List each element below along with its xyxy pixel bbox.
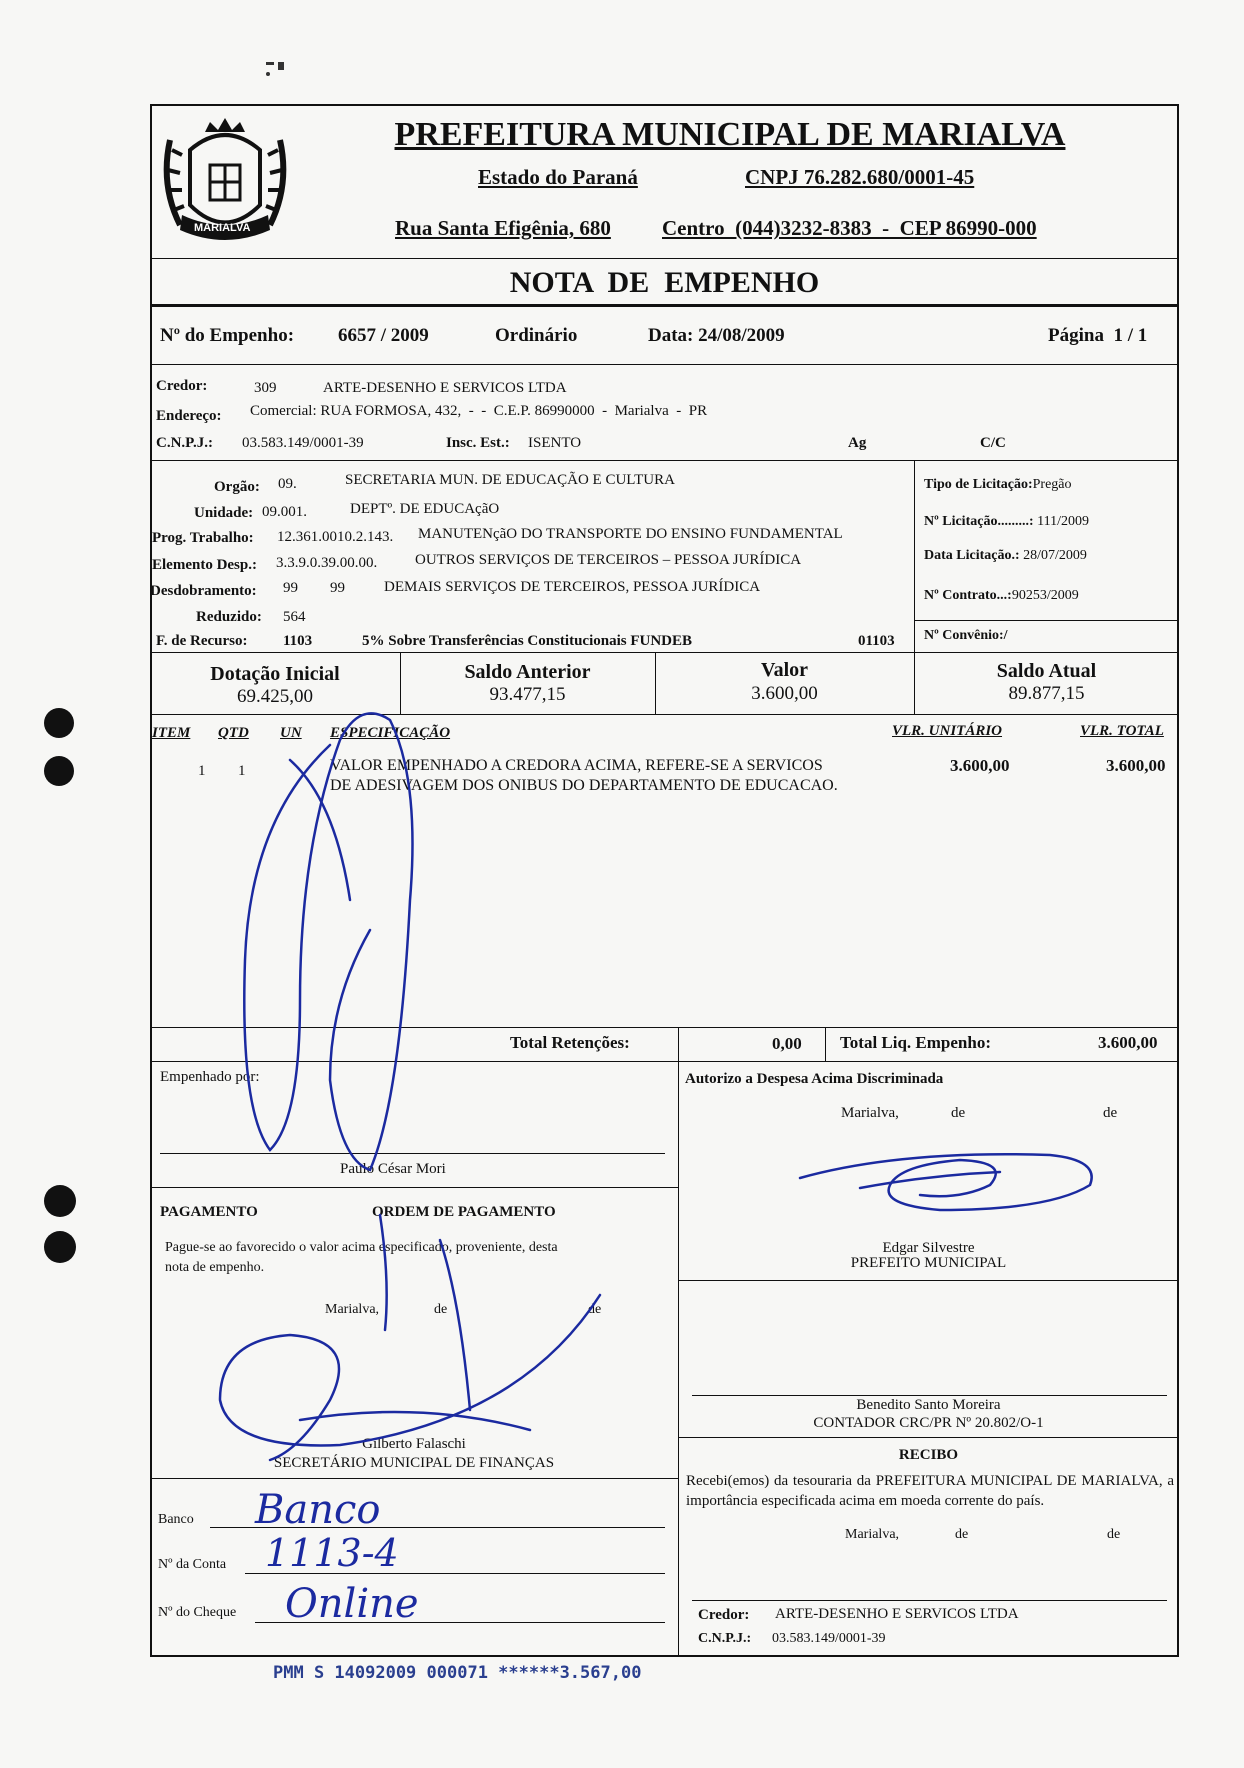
fonte-number: 01103 <box>858 633 895 649</box>
col-unit-value: VLR. UNITÁRIO <box>892 723 1003 739</box>
orgao-label: Orgão: <box>214 479 260 495</box>
saldo-anterior-label: Saldo Anterior <box>464 661 591 683</box>
elem-label: Elemento Desp.: <box>152 557 257 573</box>
autorizo-city: Marialva, <box>841 1105 899 1121</box>
ag-label: Ag <box>848 435 867 451</box>
item-unit-value: 3.600,00 <box>950 756 1010 775</box>
elem-code: 3.3.9.0.39.00.00. <box>276 555 378 571</box>
total-retencoes-label: Total Retenções: <box>510 1033 630 1052</box>
orgao-name: SECRETARIA MUN. DE EDUCAÇÃO E CULTURA <box>345 472 675 488</box>
coat-of-arms-banner: MARIALVA <box>194 222 251 234</box>
prog-name: MANUTENçãO DO TRANSPORTE DO ENSINO FUNDAMENTAL <box>418 526 843 542</box>
document-title: NOTA DE EMPENHO <box>509 266 820 299</box>
scan-marks <box>262 58 292 78</box>
payment-stamp: PMM S 14092009 000071 ******3.567,00 <box>273 1663 642 1683</box>
recibo-cnpj: 03.583.149/0001-39 <box>772 1631 886 1646</box>
cheque-label: Nº do Cheque <box>158 1605 237 1620</box>
reduzido-value: 564 <box>283 609 306 625</box>
licitacao-number-value: 111/2009 <box>1037 514 1089 529</box>
empenho-type: Ordinário <box>495 325 578 346</box>
dotacao-inicial-value: 69.425,00 <box>237 686 313 707</box>
header-contact: Centro (044)3232-8383 - CEP 86990-000 <box>662 216 1037 240</box>
fonte-label: F. de Recurso: <box>156 633 248 649</box>
recibo-credor-label: Credor: <box>698 1607 750 1623</box>
contador-signer: Benedito Santo Moreira <box>856 1397 1001 1413</box>
header-address: Rua Santa Efigênia, 680 <box>395 216 611 240</box>
prog-code: 12.361.0010.2.143. <box>277 529 394 545</box>
unidade-name: DEPTº. DE EDUCAçãO <box>350 501 500 517</box>
empenho-date: Data: 24/08/2009 <box>648 325 785 346</box>
banco-label: Banco <box>158 1512 194 1527</box>
dotacao-inicial-label: Dotação Inicial <box>210 663 340 685</box>
total-retencoes-value: 0,00 <box>772 1034 802 1053</box>
address-label: Endereço: <box>156 408 222 424</box>
prefeito-role: PREFEITO MUNICIPAL <box>850 1255 1007 1271</box>
desd-code2: 99 <box>330 580 345 596</box>
recibo-cnpj-label: C.N.P.J.: <box>698 1631 752 1646</box>
prefeito-signer: Edgar Silvestre <box>882 1240 975 1256</box>
contrato-label: Nº Contrato...:90253/2009 <box>924 588 1079 603</box>
unidade-code: 09.001. <box>262 504 307 520</box>
orgao-code: 09. <box>278 476 297 492</box>
contrato-value: 90253/2009 <box>1011 588 1079 603</box>
recibo-credor: ARTE-DESENHO E SERVICOS LTDA <box>775 1606 1019 1622</box>
col-un: UN <box>280 725 302 741</box>
desd-name: DEMAIS SERVIÇOS DE TERCEIROS, PESSOA JURÍDICA <box>384 579 761 595</box>
header-state: Estado do Paraná <box>478 165 638 189</box>
licitacao-date-value: 28/07/2009 <box>1023 548 1087 563</box>
col-qtd: QTD <box>218 725 249 741</box>
contador-role: CONTADOR CRC/PR Nº 20.802/O-1 <box>813 1415 1044 1431</box>
desd-label: Desdobramento: <box>150 583 257 599</box>
pagamento-title: PAGAMENTO <box>160 1204 258 1220</box>
valor-value: 3.600,00 <box>751 683 818 704</box>
pagamento-city: Marialva, <box>325 1302 380 1317</box>
autorizo-title: Autorizo a Despesa Acima Discriminada <box>685 1071 944 1087</box>
ordem-pagamento-title: ORDEM DE PAGAMENTO <box>372 1204 556 1220</box>
item-spec-line1: VALOR EMPENHADO A CREDORA ACIMA, REFERE-SE A SERVICOS <box>330 757 823 774</box>
item-total-value: 3.600,00 <box>1106 756 1166 775</box>
convenio-label: Nº Convênio:/ <box>924 628 1008 643</box>
credor-ie: ISENTO <box>528 435 582 451</box>
credor-code: 309 <box>254 380 277 396</box>
unidade-label: Unidade: <box>194 505 254 521</box>
recibo-de1: de <box>955 1527 969 1542</box>
financas-role: SECRETÁRIO MUNICIPAL DE FINANÇAS <box>273 1455 555 1471</box>
saldo-atual-value: 89.877,15 <box>1008 683 1085 704</box>
empenhado-por-label: Empenhado por: <box>160 1069 260 1085</box>
financas-signer: Gilberto Falaschi <box>362 1436 466 1452</box>
page-number: Página 1 / 1 <box>1048 325 1148 346</box>
recibo-title: RECIBO <box>898 1447 959 1463</box>
recibo-city: Marialva, <box>845 1527 900 1542</box>
credor-address: Comercial: RUA FORMOSA, 432, - - C.E.P. 86990000 - Marialva - PR <box>250 403 708 419</box>
pagamento-de2: de <box>588 1302 602 1317</box>
autorizo-de2: de <box>1103 1105 1118 1121</box>
elem-name: OUTROS SERVIÇOS DE TERCEIROS – PESSOA JURÍDICA <box>415 552 802 568</box>
col-spec: ESPECIFICAÇÃO <box>330 725 451 741</box>
cc-label: C/C <box>980 435 1006 451</box>
conta-label: Nº da Conta <box>158 1557 227 1572</box>
col-item: ITEM <box>152 725 191 741</box>
cheque-handwritten: Online <box>285 1581 419 1627</box>
pagamento-text-line1: Pague-se ao favorecido o valor acima especificado, proveniente, desta <box>165 1240 558 1255</box>
recibo-text: Recebi(emos) da tesouraria da PREFEITURA MUNICIPAL DE MARIALVA, a importância especificada acima em moeda corrente do país. <box>686 1473 1174 1509</box>
saldo-atual-label: Saldo Atual <box>996 660 1097 682</box>
empenhado-signer: Paulo César Mori <box>340 1161 446 1177</box>
credor-name: ARTE-DESENHO E SERVICOS LTDA <box>323 380 567 396</box>
col-total-value: VLR. TOTAL <box>1080 723 1164 739</box>
licitacao-date-label: Data Licitação.: 28/07/2009 <box>924 548 1087 563</box>
fonte-name: 5% Sobre Transferências Constitucionais FUNDEB <box>362 633 693 649</box>
licitacao-type-label: Tipo de Licitação:Pregão <box>924 477 1072 492</box>
prog-label: Prog. Trabalho: <box>152 530 254 546</box>
item-number: 1 <box>198 763 206 779</box>
ie-label: Insc. Est.: <box>446 435 510 451</box>
banco-handwritten: Banco <box>255 1487 381 1533</box>
reduzido-label: Reduzido: <box>196 609 262 625</box>
autorizo-de1: de <box>951 1105 966 1121</box>
credor-cnpj: 03.583.149/0001-39 <box>242 435 364 451</box>
empenho-label: Nº do Empenho: <box>160 325 295 346</box>
cnpj-label: C.N.P.J.: <box>156 435 213 451</box>
conta-handwritten: 1113-4 <box>265 1531 399 1575</box>
recibo-de2: de <box>1107 1527 1121 1542</box>
saldo-anterior-value: 93.477,15 <box>489 684 566 705</box>
pagamento-de1: de <box>434 1302 448 1317</box>
licitacao-type-value: Pregão <box>1032 477 1072 492</box>
page-title: PREFEITURA MUNICIPAL DE MARIALVA <box>394 116 1066 153</box>
item-spec-line2: DE ADESIVAGEM DOS ONIBUS DO DEPARTAMENTO DE EDUCACAO. <box>330 777 838 794</box>
pagamento-text-line2: nota de empenho. <box>165 1260 265 1275</box>
empenho-number: 6657 / 2009 <box>338 325 429 346</box>
credor-label: Credor: <box>156 378 208 394</box>
fonte-code: 1103 <box>283 633 313 649</box>
header-cnpj: CNPJ 76.282.680/0001-45 <box>745 165 975 189</box>
licitacao-number-label: Nº Licitação.........: 111/2009 <box>924 514 1089 529</box>
valor-label: Valor <box>760 659 809 681</box>
desd-code1: 99 <box>283 580 298 596</box>
total-liquido-label: Total Liq. Empenho: <box>840 1033 991 1052</box>
total-liquido-value: 3.600,00 <box>1098 1033 1158 1052</box>
item-qtd: 1 <box>238 763 246 779</box>
